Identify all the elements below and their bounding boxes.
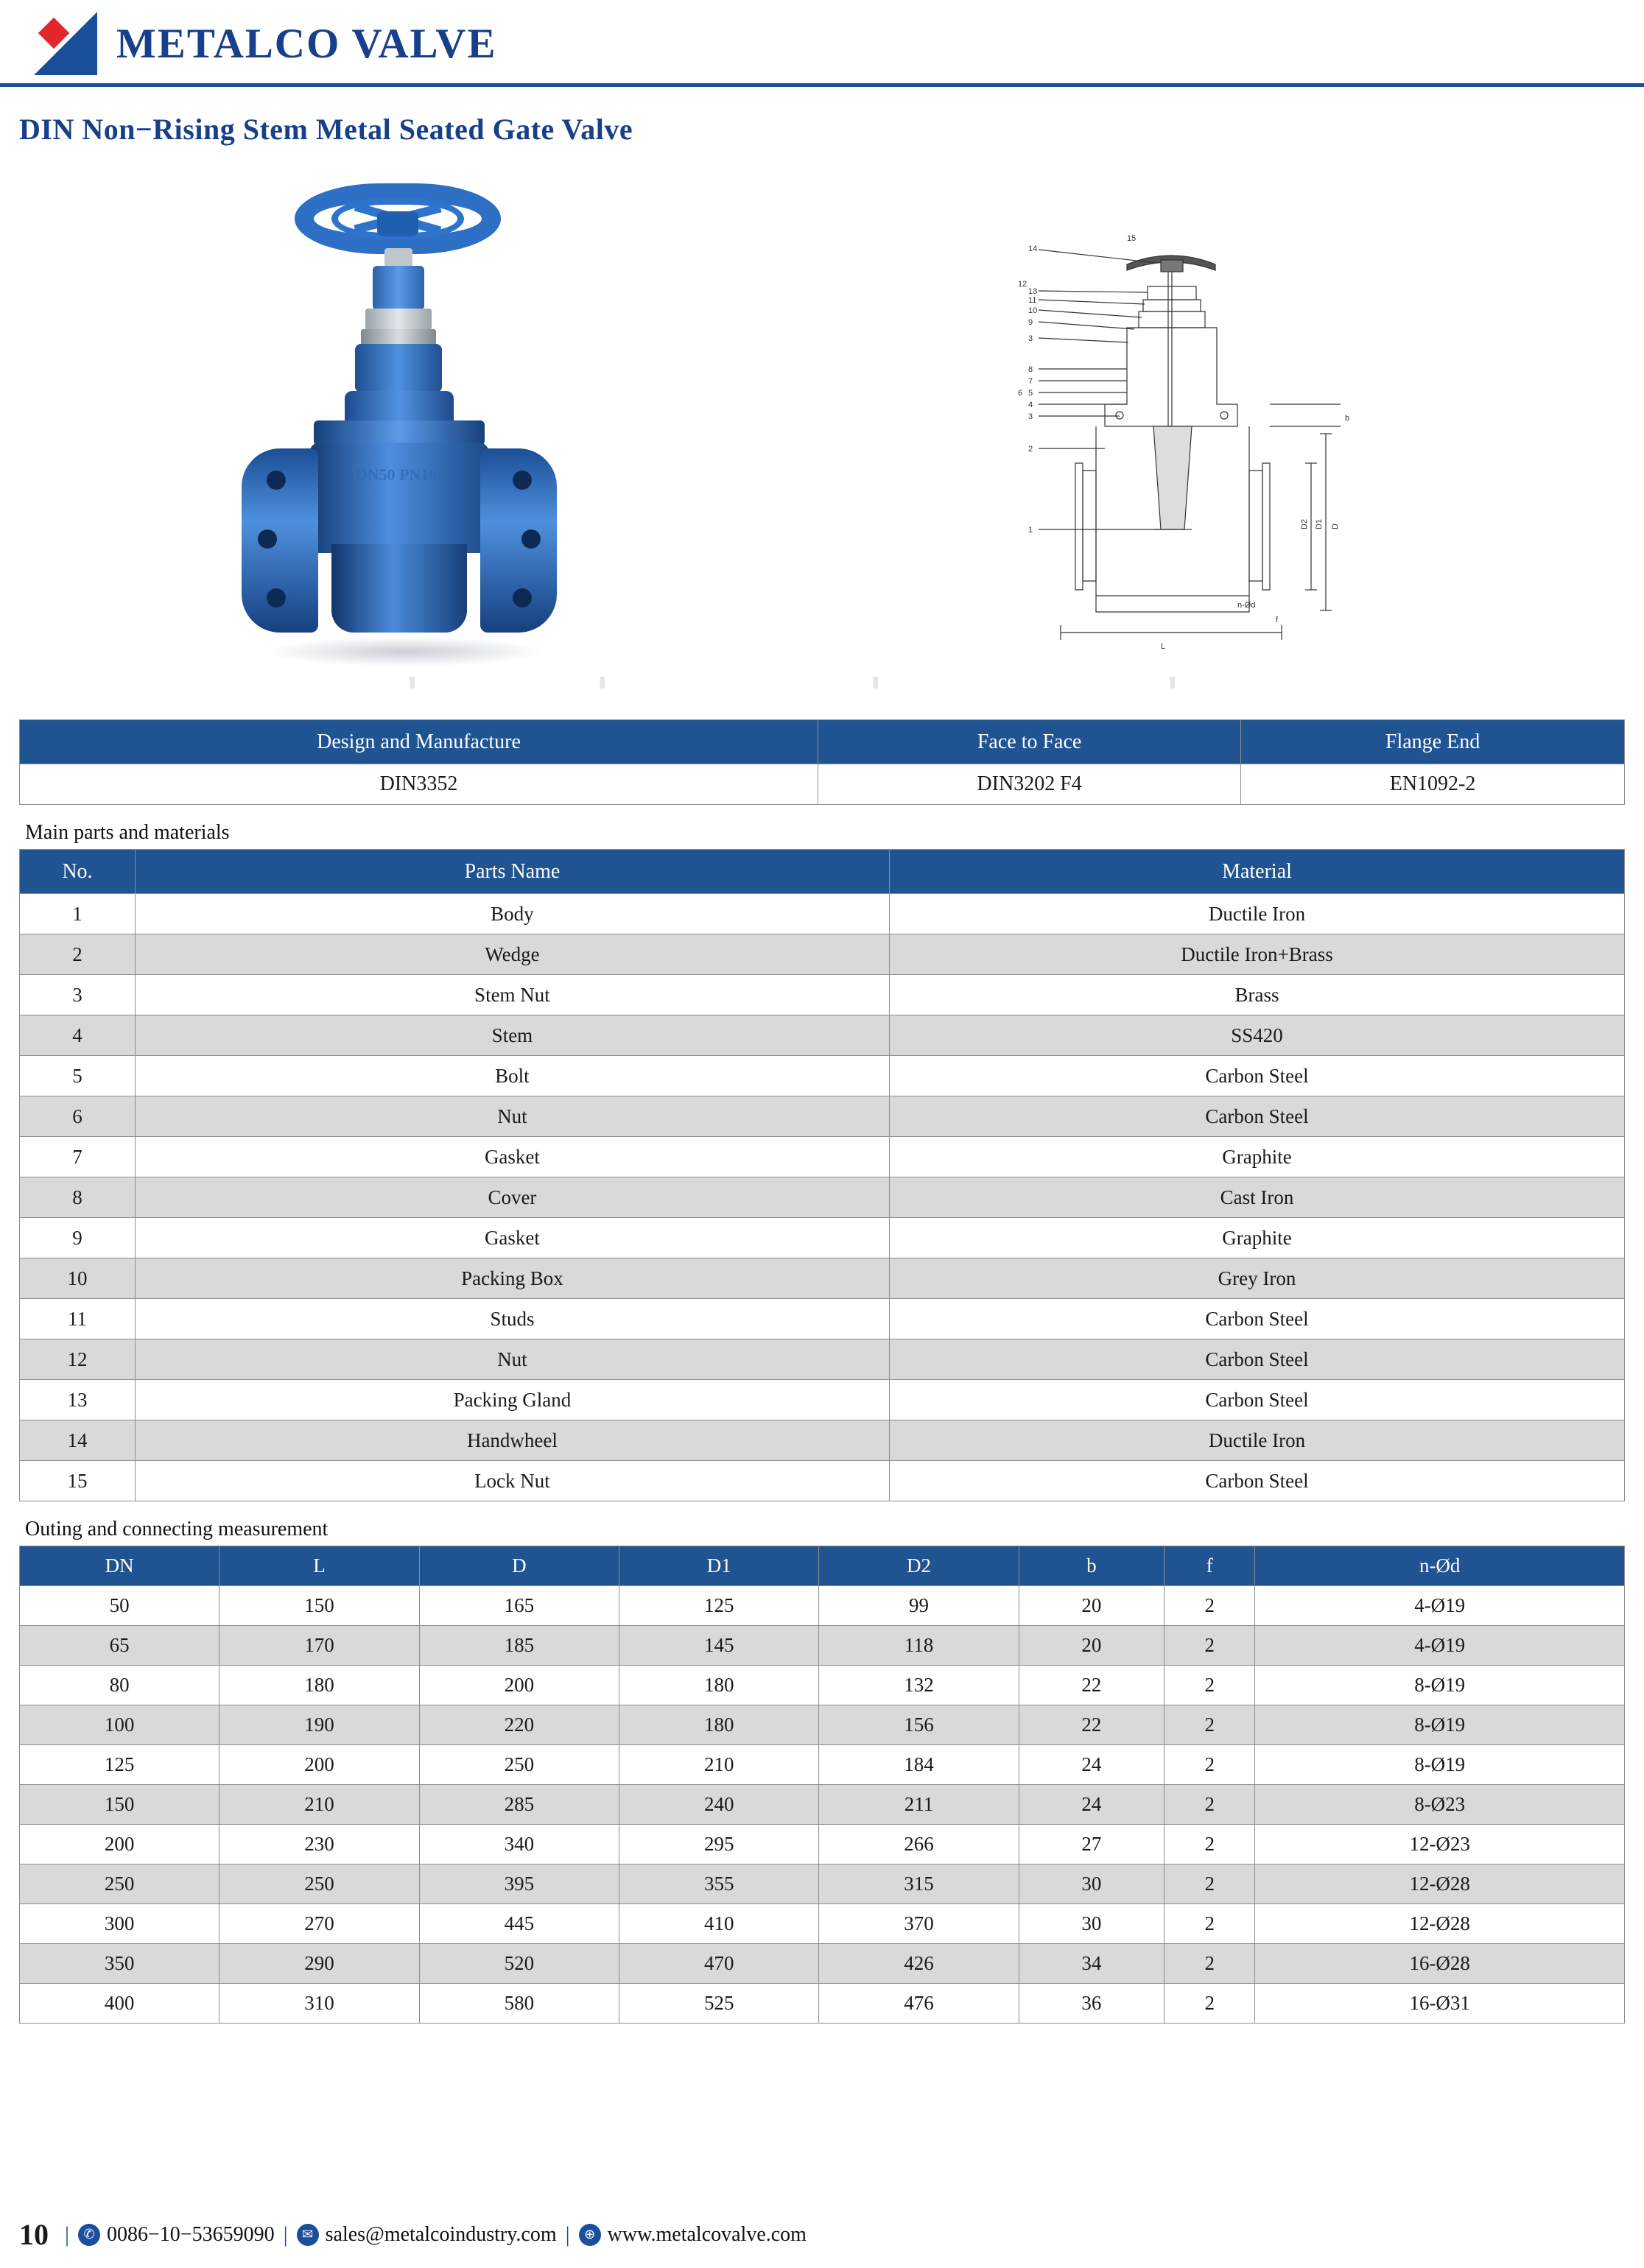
cell-part-material: SS420 [890,1015,1625,1056]
header-divider [0,83,1644,87]
cell-part-no: 14 [20,1420,136,1461]
cell-d2: 476 [819,1984,1019,2024]
figure-band [0,154,1644,699]
page-footer [0,2217,1644,2252]
svg-text:3: 3 [1028,412,1033,421]
cell-part-no: 1 [20,894,136,934]
col-b: b [1019,1546,1164,1586]
cell-dn: 80 [20,1666,219,1705]
standards-table-wrap [19,719,1625,805]
cell-l: 200 [219,1745,419,1785]
cell-part-name: Bolt [135,1056,889,1096]
table-row [20,1299,1625,1339]
svg-text:9: 9 [1028,318,1033,327]
cell-l: 190 [219,1705,419,1745]
col-no: No. [20,850,136,894]
cell-f: 2 [1164,1904,1255,1944]
cell-d: 285 [419,1785,619,1825]
packing-gland-part [365,309,432,331]
cell-n-d: 12-Ø28 [1255,1904,1625,1944]
cell-face-to-face: DIN3202 F4 [818,764,1241,805]
svg-text:3: 3 [1028,334,1033,343]
table-row [20,1745,1625,1785]
cell-d2: 370 [819,1904,1019,1944]
svg-text:8: 8 [1028,365,1033,374]
cell-l: 150 [219,1586,419,1626]
cell-d2: 132 [819,1666,1019,1705]
cell-dn: 125 [20,1745,219,1785]
phone-icon: ✆ [78,2224,100,2246]
cell-part-name: Studs [135,1299,889,1339]
cell-design-manufacture: DIN3352 [20,764,818,805]
footer-email-text: sales@metalcoindustry.com [325,2222,557,2246]
cell-part-material: Graphite [890,1218,1625,1258]
stem-part [373,266,424,310]
cell-d: 580 [419,1984,619,2024]
col-material: Material [890,850,1625,894]
table-row [20,1904,1625,1944]
cross-section-svg [1016,183,1532,684]
cell-part-name: Wedge [135,934,889,975]
bonnet-flange-part [314,420,485,446]
cell-part-no: 5 [20,1056,136,1096]
svg-text:n-Ød: n-Ød [1237,601,1256,610]
cell-part-material: Ductile Iron [890,1420,1625,1461]
cell-f: 2 [1164,1984,1255,2024]
col-parts-name: Parts Name [135,850,889,894]
cell-part-name: Stem Nut [135,975,889,1015]
cell-n-d: 4-Ø19 [1255,1586,1625,1626]
cell-l: 180 [219,1666,419,1705]
table-row [20,1944,1625,1984]
cell-dn: 200 [20,1825,219,1864]
col-face-to-face: Face to Face [818,720,1241,764]
table-row [20,1015,1625,1056]
page-title: DIN Non−Rising Stem Metal Seated Gate Valve [19,113,633,146]
cell-d2: 315 [819,1864,1019,1904]
cell-n-d: 8-Ø19 [1255,1666,1625,1705]
valve-emboss-text: DN50 PN16 [355,465,438,484]
parts-section [19,821,1625,1501]
cell-part-material: Carbon Steel [890,1096,1625,1137]
svg-text:D1: D1 [1315,518,1324,529]
table-row [20,764,1625,805]
valve-technical-drawing [1016,183,1532,684]
col-n-d: n-Ød [1255,1546,1625,1586]
table-header-row [20,850,1625,894]
cell-part-no: 7 [20,1137,136,1177]
svg-text:4: 4 [1028,401,1033,409]
cell-f: 2 [1164,1666,1255,1705]
cell-b: 20 [1019,1626,1164,1666]
col-f: f [1164,1546,1255,1586]
cell-part-name: Gasket [135,1137,889,1177]
table-row [20,1785,1625,1825]
cell-dn: 100 [20,1705,219,1745]
table-row [20,934,1625,975]
cell-l: 210 [219,1785,419,1825]
cell-l: 310 [219,1984,419,2024]
table-header-row [20,1546,1625,1586]
envelope-icon: ✉ [297,2224,319,2246]
cell-d2: 99 [819,1586,1019,1626]
footer-separator-1: | [65,2222,70,2247]
cell-d2: 118 [819,1626,1019,1666]
cell-part-name: Handwheel [135,1420,889,1461]
dimensions-section [19,1518,1625,2024]
table-header-row [20,720,1625,764]
cell-b: 34 [1019,1944,1164,1984]
dimensions-table [19,1546,1625,2024]
cell-part-no: 11 [20,1299,136,1339]
svg-text:10: 10 [1028,306,1038,315]
cell-part-no: 9 [20,1218,136,1258]
cell-d: 395 [419,1864,619,1904]
svg-text:14: 14 [1028,244,1038,253]
cell-b: 24 [1019,1785,1164,1825]
cell-part-name: Cover [135,1177,889,1218]
cell-part-material: Brass [890,975,1625,1015]
cell-dn: 300 [20,1904,219,1944]
col-d: D [419,1546,619,1586]
cell-d1: 125 [619,1586,819,1626]
cell-d: 220 [419,1705,619,1745]
svg-text:5: 5 [1028,389,1033,398]
cell-d1: 180 [619,1666,819,1705]
table-row [20,1420,1625,1461]
parts-materials-table [19,849,1625,1501]
svg-text:f: f [1276,616,1279,624]
standards-table [19,719,1625,805]
footer-separator-2: | [283,2222,288,2247]
cell-dn: 65 [20,1626,219,1666]
cell-d1: 145 [619,1626,819,1666]
cell-d1: 470 [619,1944,819,1984]
cell-part-material: Carbon Steel [890,1380,1625,1420]
cell-part-name: Body [135,894,889,934]
cell-part-name: Stem [135,1015,889,1056]
col-flange-end: Flange End [1241,720,1625,764]
cell-part-material: Carbon Steel [890,1299,1625,1339]
valve-photo [221,176,575,677]
col-l: L [219,1546,419,1586]
cell-d1: 240 [619,1785,819,1825]
table-row [20,1137,1625,1177]
cell-part-no: 3 [20,975,136,1015]
svg-text:12: 12 [1018,280,1028,289]
cell-part-no: 4 [20,1015,136,1056]
cell-l: 290 [219,1944,419,1984]
table-row [20,1056,1625,1096]
footer-phone [78,2223,275,2247]
col-dn: DN [20,1546,219,1586]
cell-n-d: 16-Ø31 [1255,1984,1625,2024]
cell-f: 2 [1164,1705,1255,1745]
cell-f: 2 [1164,1864,1255,1904]
cell-part-no: 12 [20,1339,136,1380]
cell-n-d: 4-Ø19 [1255,1626,1625,1666]
svg-text:D2: D2 [1300,518,1309,529]
svg-text:b: b [1345,414,1350,423]
page-header [0,0,1644,87]
cell-l: 170 [219,1626,419,1666]
flange-right-part [480,448,557,633]
col-d1: D1 [619,1546,819,1586]
table-row [20,1096,1625,1137]
cell-d1: 410 [619,1904,819,1944]
cell-l: 230 [219,1825,419,1864]
cell-d: 520 [419,1944,619,1984]
cell-part-name: Packing Box [135,1258,889,1299]
svg-text:1: 1 [1028,526,1033,535]
cell-dn: 250 [20,1864,219,1904]
lock-nut-part [384,248,412,267]
table-row [20,1626,1625,1666]
svg-text:11: 11 [1028,296,1037,305]
cell-part-name: Packing Gland [135,1380,889,1420]
brand-name: METALCO VALVE [116,20,497,67]
flange-left-part [242,448,318,633]
parts-table-body [20,894,1625,1501]
footer-separator-3: | [565,2222,570,2247]
footer-email[interactable] [297,2223,557,2247]
cell-flange-end: EN1092-2 [1241,764,1625,805]
cell-f: 2 [1164,1785,1255,1825]
table-row [20,1339,1625,1380]
col-d2: D2 [819,1546,1019,1586]
footer-phone-text: 0086−10−53659090 [107,2222,275,2246]
cell-d1: 295 [619,1825,819,1864]
cell-part-no: 15 [20,1461,136,1501]
cell-b: 24 [1019,1745,1164,1785]
cell-part-no: 10 [20,1258,136,1299]
cell-n-d: 8-Ø19 [1255,1705,1625,1745]
cell-d2: 266 [819,1825,1019,1864]
cell-dn: 150 [20,1785,219,1825]
table-row [20,894,1625,934]
table-row [20,1825,1625,1864]
cell-dn: 50 [20,1586,219,1626]
cell-f: 2 [1164,1586,1255,1626]
table-row [20,1258,1625,1299]
cell-n-d: 8-Ø19 [1255,1745,1625,1785]
cell-d: 165 [419,1586,619,1626]
table-row [20,975,1625,1015]
cell-part-material: Graphite [890,1137,1625,1177]
cell-d: 250 [419,1745,619,1785]
svg-text:D: D [1331,524,1340,529]
cell-b: 20 [1019,1586,1164,1626]
svg-text:15: 15 [1127,234,1137,243]
cell-d2: 211 [819,1785,1019,1825]
cell-f: 2 [1164,1745,1255,1785]
svg-text:7: 7 [1028,377,1033,386]
col-design-manufacture: Design and Manufacture [20,720,818,764]
cell-d1: 210 [619,1745,819,1785]
cell-d: 200 [419,1666,619,1705]
cell-n-d: 12-Ø28 [1255,1864,1625,1904]
svg-text:6: 6 [1018,389,1023,398]
cell-part-material: Cast Iron [890,1177,1625,1218]
cell-part-name: Nut [135,1339,889,1380]
cell-dn: 400 [20,1984,219,2024]
cell-d1: 525 [619,1984,819,2024]
cell-f: 2 [1164,1626,1255,1666]
table-row [20,1218,1625,1258]
cell-b: 36 [1019,1984,1164,2024]
cell-part-name: Gasket [135,1218,889,1258]
table-row [20,1666,1625,1705]
dimensions-table-body [20,1586,1625,2024]
cell-d: 185 [419,1626,619,1666]
table-row [20,1461,1625,1501]
table-row [20,1586,1625,1626]
page-number: 10 [19,2218,49,2251]
svg-text:2: 2 [1028,445,1033,454]
figure-underline-band [339,677,1526,688]
packing-box-part [355,344,442,392]
cell-d2: 426 [819,1944,1019,1984]
table-row [20,1864,1625,1904]
table-row [20,1984,1625,2024]
cell-f: 2 [1164,1944,1255,1984]
footer-website[interactable] [579,2223,807,2247]
cell-part-no: 6 [20,1096,136,1137]
cell-part-material: Ductile Iron+Brass [890,934,1625,975]
cell-part-material: Carbon Steel [890,1461,1625,1501]
cell-part-material: Carbon Steel [890,1339,1625,1380]
cell-l: 270 [219,1904,419,1944]
footer-website-text: www.metalcovalve.com [607,2222,807,2246]
table-row [20,1177,1625,1218]
cell-part-no: 13 [20,1380,136,1420]
cell-d2: 184 [819,1745,1019,1785]
cell-part-material: Carbon Steel [890,1056,1625,1096]
cell-part-material: Ductile Iron [890,894,1625,934]
svg-text:13: 13 [1028,287,1038,296]
cell-part-material: Grey Iron [890,1258,1625,1299]
table-row [20,1705,1625,1745]
cell-dn: 350 [20,1944,219,1984]
cell-b: 27 [1019,1825,1164,1864]
cell-b: 22 [1019,1705,1164,1745]
cell-b: 30 [1019,1904,1164,1944]
cell-d1: 355 [619,1864,819,1904]
parts-section-label: Main parts and materials [25,821,230,844]
globe-icon: ⊕ [579,2224,601,2246]
cell-d2: 156 [819,1705,1019,1745]
cell-f: 2 [1164,1825,1255,1864]
cell-b: 30 [1019,1864,1164,1904]
cell-b: 22 [1019,1666,1164,1705]
cell-l: 250 [219,1864,419,1904]
company-logo-icon [34,12,97,75]
cell-n-d: 12-Ø23 [1255,1825,1625,1864]
cell-d: 340 [419,1825,619,1864]
cell-d1: 180 [619,1705,819,1745]
dimensions-section-label: Outing and connecting measurement [25,1518,329,1540]
cell-part-no: 8 [20,1177,136,1218]
cell-n-d: 8-Ø23 [1255,1785,1625,1825]
cell-part-no: 2 [20,934,136,975]
cell-d: 445 [419,1904,619,1944]
cell-part-name: Lock Nut [135,1461,889,1501]
cell-part-name: Nut [135,1096,889,1137]
svg-text:L: L [1161,642,1166,651]
cell-n-d: 16-Ø28 [1255,1944,1625,1984]
table-row [20,1380,1625,1420]
